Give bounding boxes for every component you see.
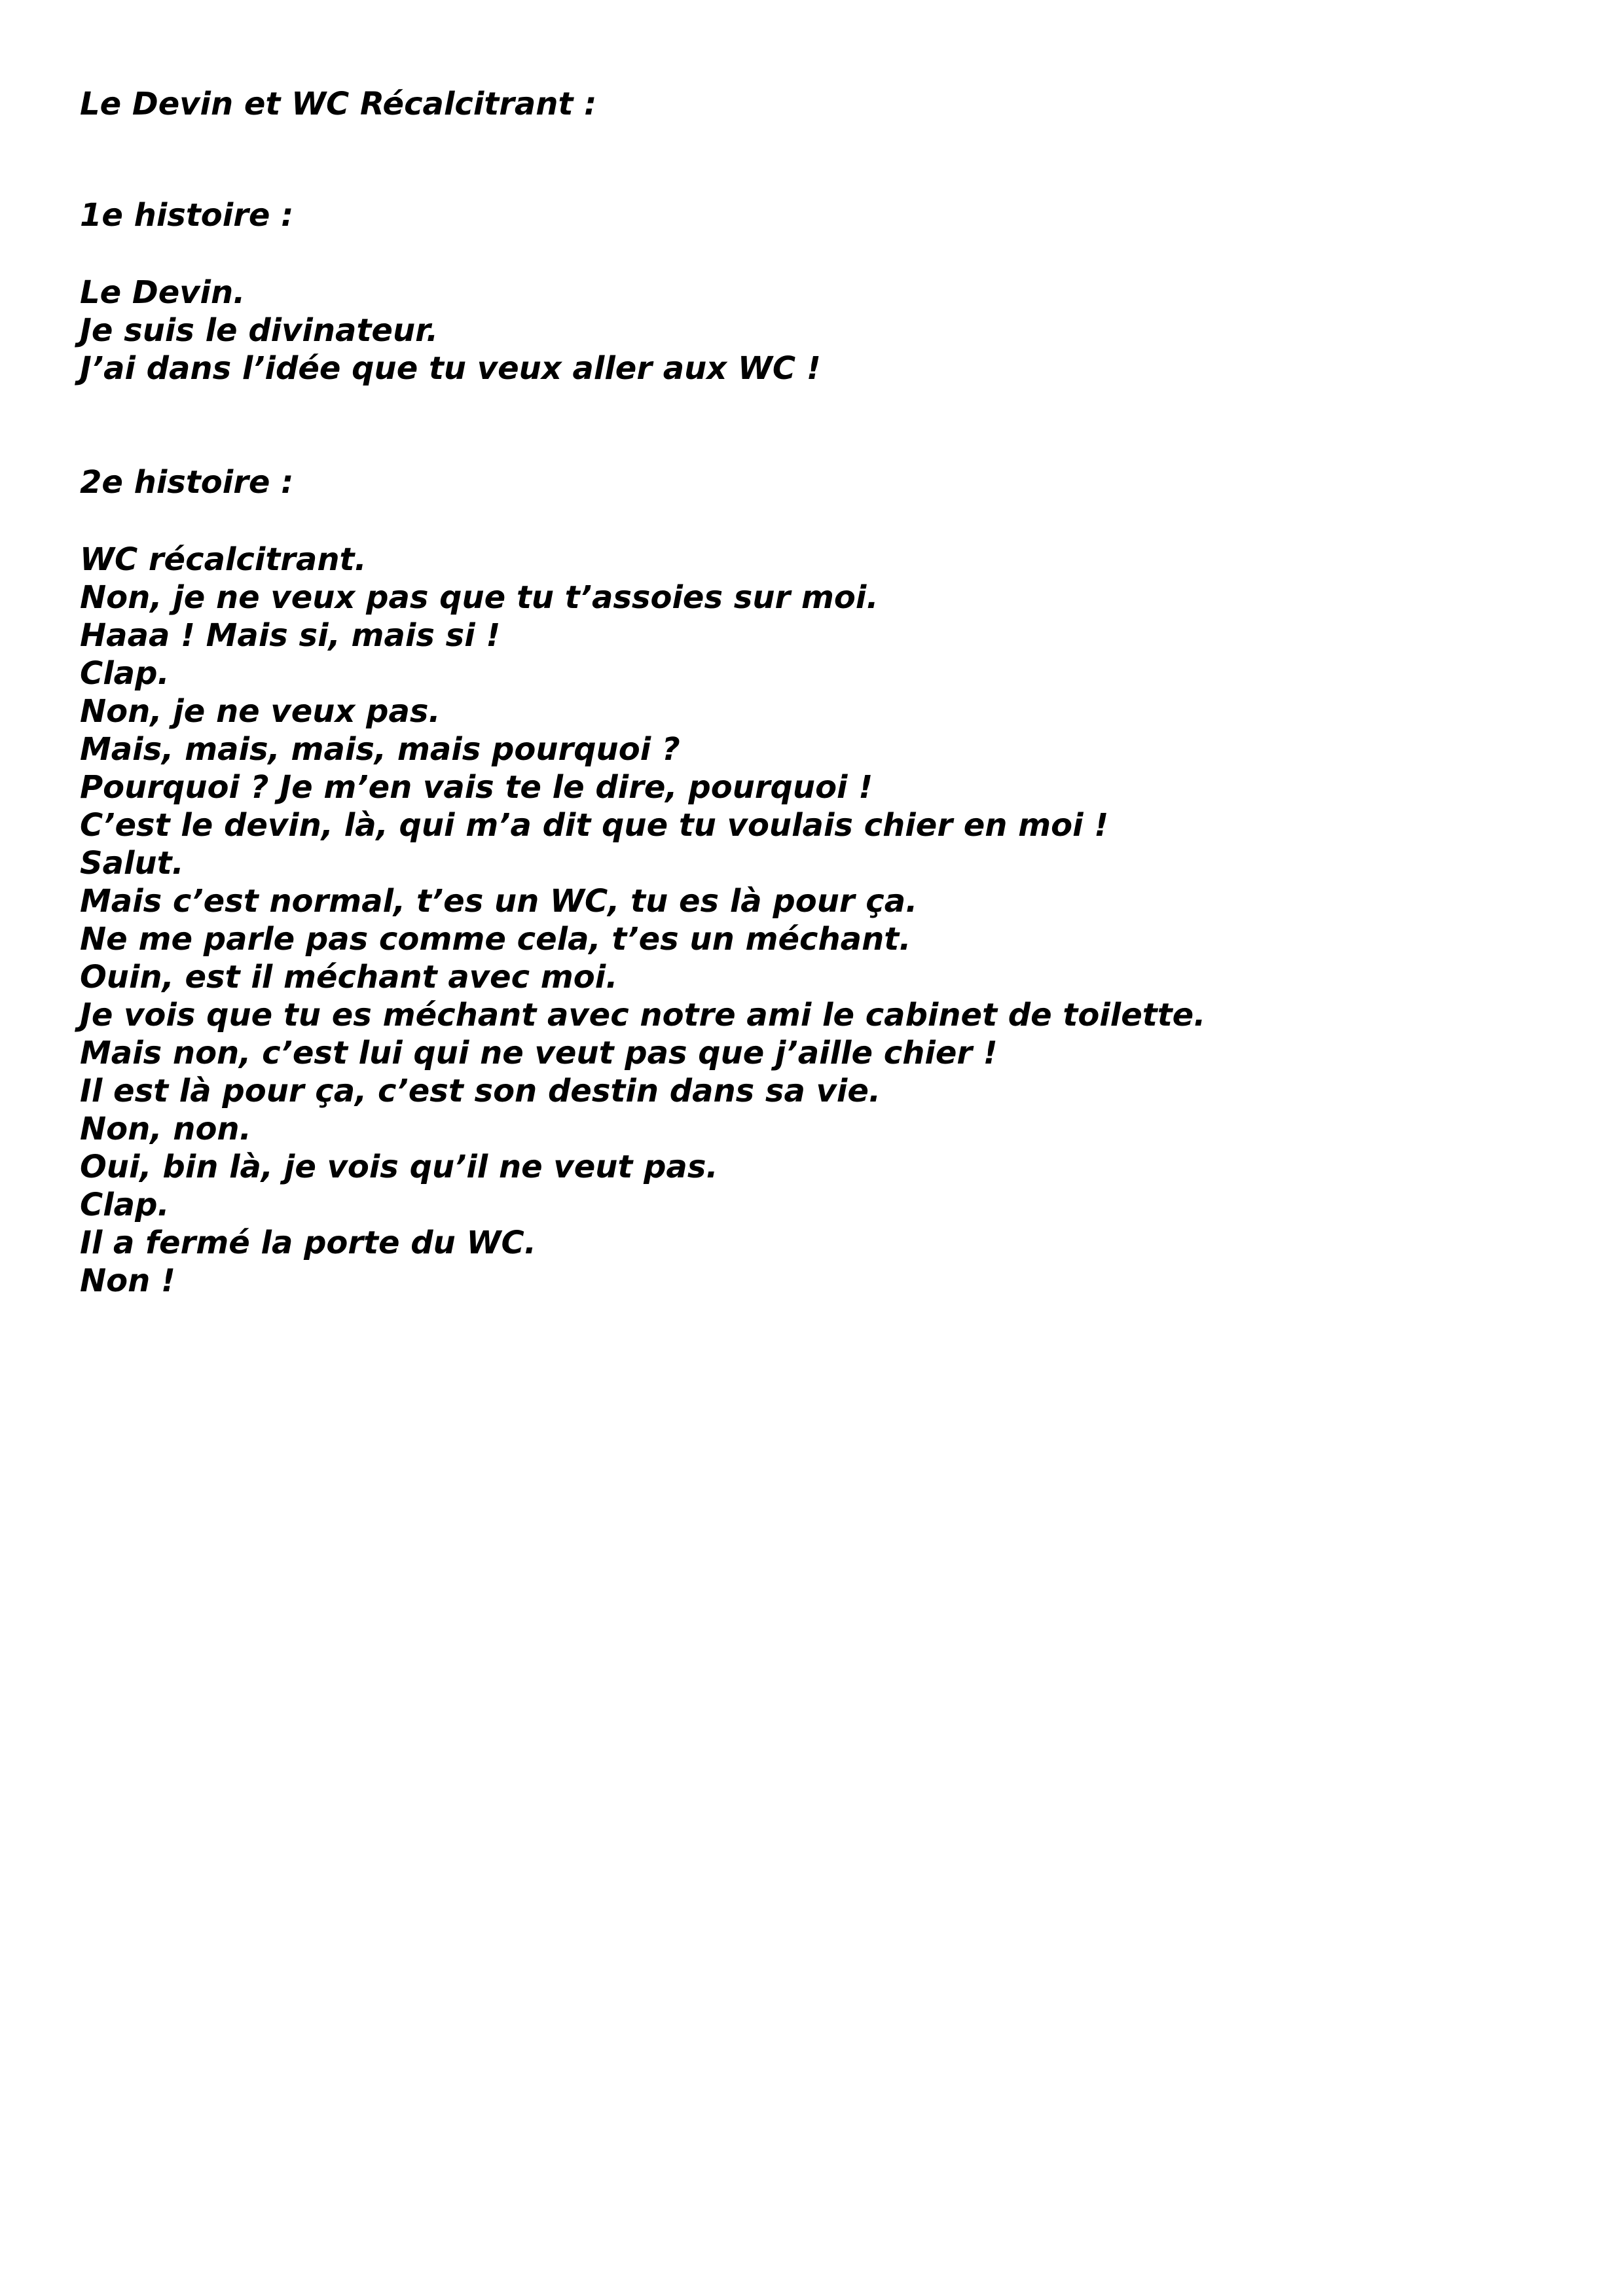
text-line: Haaa ! Mais si, mais si ! (80, 617, 501, 654)
text-line: J’ai dans l’idée que tu veux aller aux WC ! (80, 350, 821, 387)
text-line: Le Devin. (80, 274, 246, 311)
text-line: Pourquoi ? Je m’en vais te le dire, pourquoi ! (80, 769, 873, 806)
text-line: Je suis le divinateur. (80, 312, 439, 349)
text-line: Non, je ne veux pas que tu t’assoies sur moi. (80, 579, 879, 616)
text-line: Non, je ne veux pas. (80, 693, 441, 730)
text-line: Clap. (80, 655, 170, 692)
text-line: Salut. (80, 845, 184, 882)
story1-text (80, 274, 821, 387)
document-title: Le Devin et WC Récalcitrant : (80, 86, 597, 122)
text-line: Ne me parle pas comme cela, t’es un méchant. (80, 921, 911, 958)
story2-heading: 2e histoire : (80, 464, 294, 501)
text-line: C’est le devin, là, qui m’a dit que tu voulais chier en moi ! (80, 807, 1109, 844)
text-line: Je vois que tu es méchant avec notre ami le cabinet de toilette. (80, 997, 1206, 1033)
text-line: Ouin, est il méchant avec moi. (80, 959, 618, 996)
text-line: Il est là pour ça, c’est son destin dans sa vie. (80, 1073, 881, 1109)
story1-heading: 1e histoire : (80, 197, 294, 234)
text-line: Clap. (80, 1187, 170, 1223)
text-line: Mais, mais, mais, mais pourquoi ? (80, 731, 680, 768)
text-line: Oui, bin là, je vois qu’il ne veut pas. (80, 1149, 718, 1185)
text-line: Mais non, c’est lui qui ne veut pas que j’aille chier ! (80, 1035, 998, 1071)
text-line: Mais c’est normal, t’es un WC, tu es là pour ça. (80, 883, 918, 920)
text-line: Non, non. (80, 1111, 251, 1147)
text-line: Il a fermé la porte du WC. (80, 1225, 536, 1261)
story2-text (80, 541, 1205, 1300)
text-line: WC récalcitrant. (80, 541, 367, 578)
text-line: Non ! (80, 1263, 175, 1299)
